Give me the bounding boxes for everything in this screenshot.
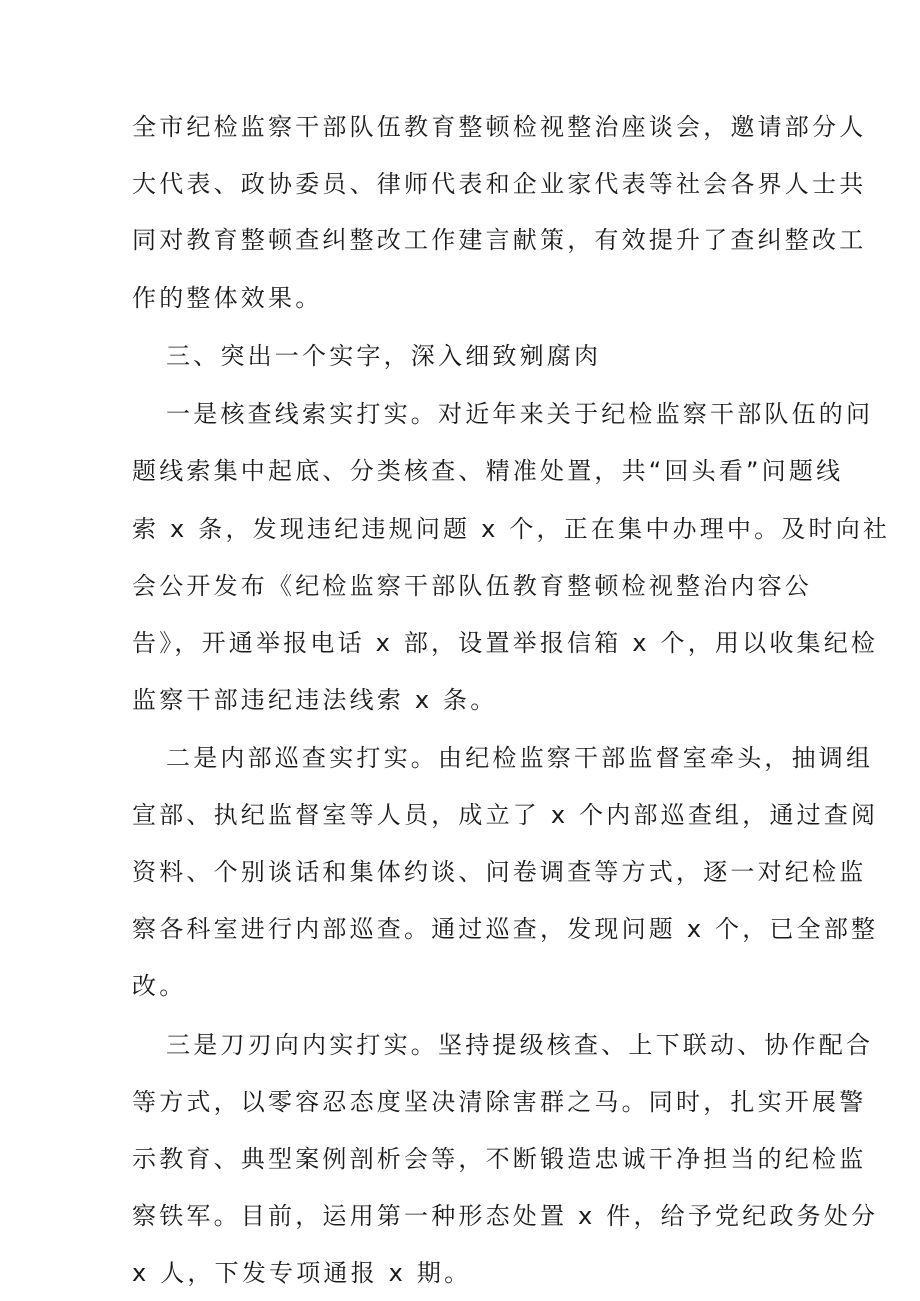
paragraph-line: 二是内部巡查实打实。由纪检监察干部监督室牵头，抽调组 — [166, 744, 874, 772]
paragraph-line: 一是核查线索实打实。对近年来关于纪检监察干部队伍的问 — [166, 400, 874, 428]
paragraph-line: 示教育、典型案例剖析会等，不断锻造忠诚干净担当的纪检监 — [132, 1145, 867, 1173]
paragraph-line: 等方式，以零容忍态度坚决清除害群之马。同时，扎实开展警 — [132, 1088, 867, 1116]
paragraph-line: 察铁军。目前，运用第一种形态处置 x 件，给予党纪政务处分 — [132, 1202, 879, 1230]
paragraph-line: 三是刀刃向内实打实。坚持提级核查、上下联动、协作配合 — [166, 1031, 874, 1059]
paragraph-line: 监察干部违纪违法线索 x 条。 — [132, 686, 498, 714]
paragraph-line: 资料、个别谈话和集体约谈、问卷调查等方式，逐一对纪检监 — [132, 858, 867, 886]
paragraph-line: 宣部、执纪监督室等人员，成立了 x 个内部巡查组，通过查阅 — [132, 801, 879, 829]
paragraph-line: x 人，下发专项通报 x 期。 — [132, 1259, 472, 1287]
paragraph-line: 题线索集中起底、分类核查、精准处置，共“回头看”问题线 — [132, 457, 844, 485]
paragraph-line: 全市纪检监察干部队伍教育整顿检视整治座谈会，邀请部分人 — [132, 113, 867, 141]
paragraph-line: 会公开发布《纪检监察干部队伍教育整顿检视整治内容公 — [132, 572, 812, 600]
paragraph-line: 作的整体效果。 — [132, 284, 323, 312]
paragraph-line: 改。 — [132, 972, 187, 1000]
section-heading: 三、突出一个实字，深入细致剜腐肉 — [166, 342, 602, 370]
paragraph-line: 察各科室进行内部巡查。通过巡查，发现问题 x 个，已全部整 — [132, 915, 879, 943]
paragraph-line: 同对教育整顿查纠整改工作建言献策，有效提升了查纠整改工 — [132, 226, 867, 254]
paragraph-line: 告》，开通举报电话 x 部，设置举报信箱 x 个，用以收集纪检 — [132, 629, 879, 657]
paragraph-line: 大代表、政协委员、律师代表和企业家代表等社会各界人士共 — [132, 170, 867, 198]
paragraph-line: 索 x 条，发现违纪违规问题 x 个，正在集中办理中。及时向社 — [132, 515, 891, 543]
